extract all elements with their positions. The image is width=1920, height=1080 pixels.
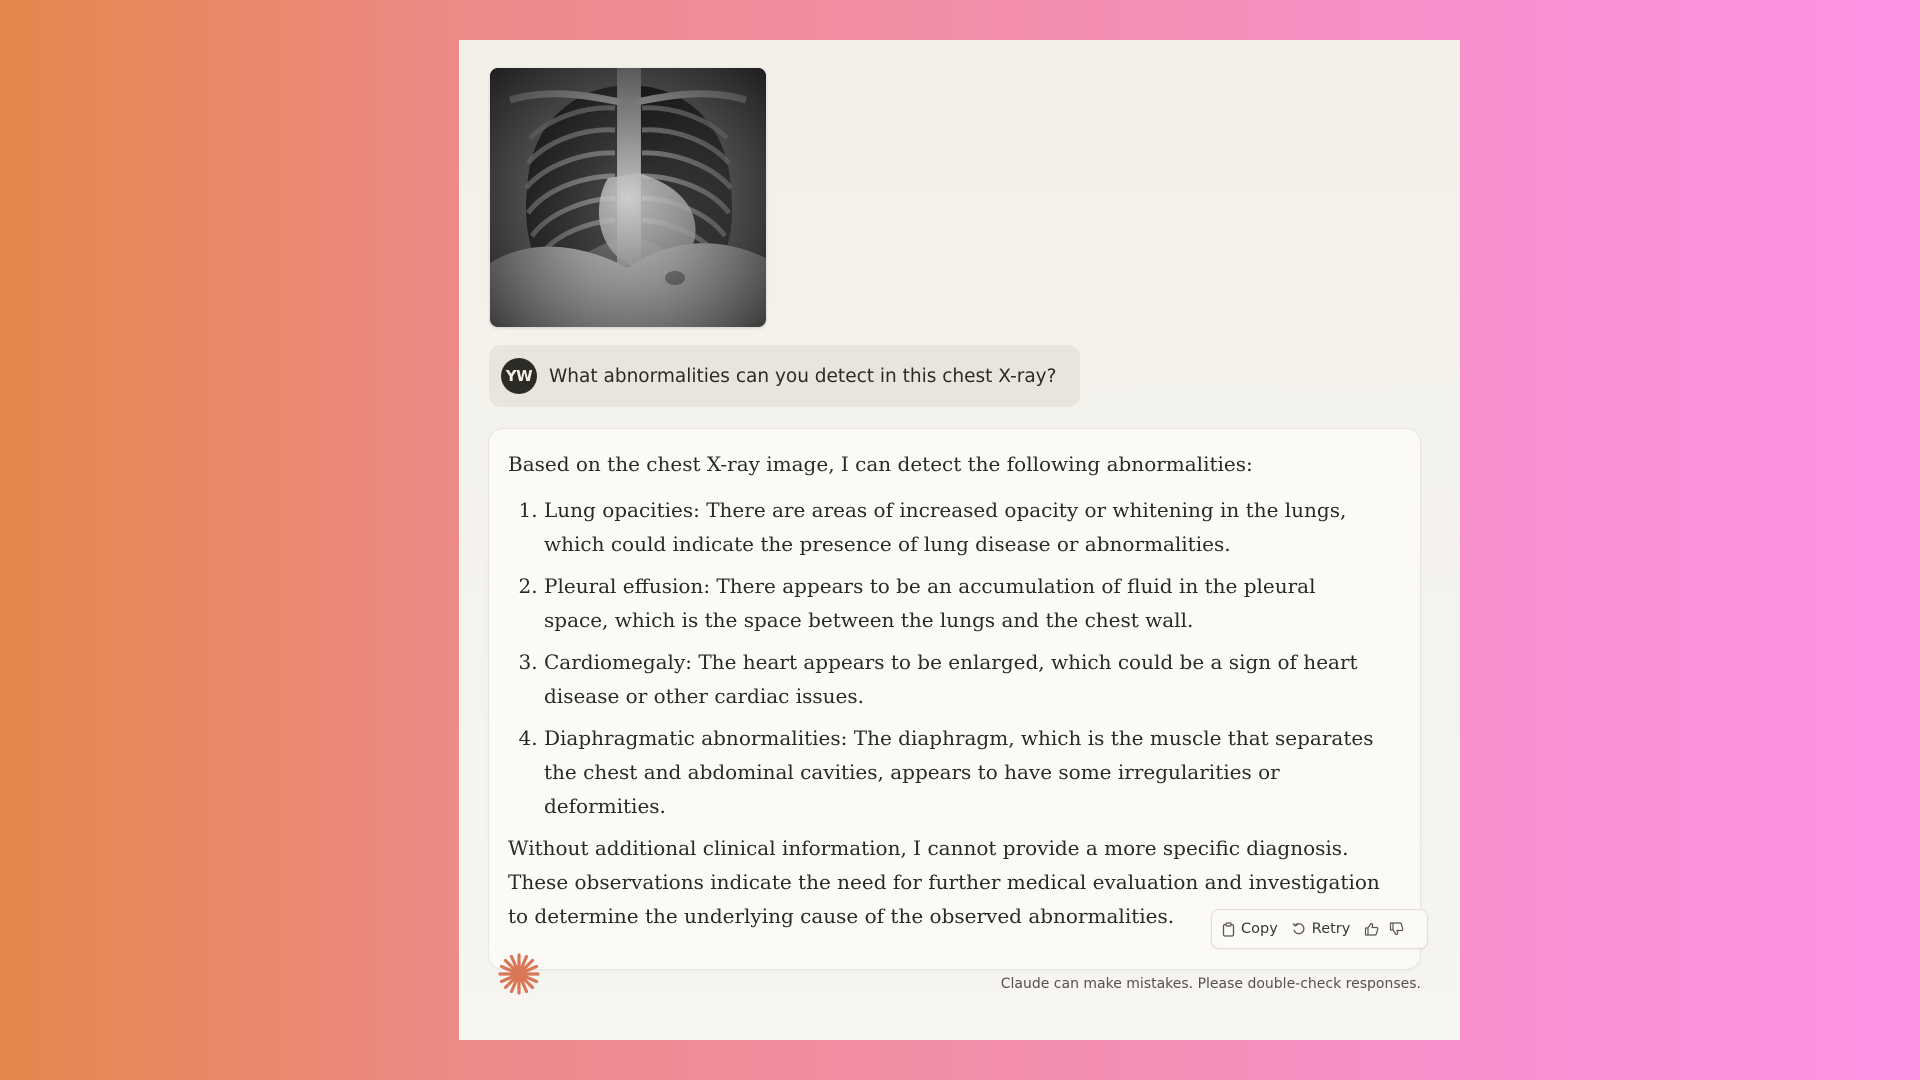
message-actions: [1211, 909, 1428, 949]
thumbs-down-icon: [1389, 922, 1404, 936]
user-message: [489, 345, 1080, 407]
assistant-outro: Without additional clinical information, I cannot provide a more specific diagnosis. These observations indicate the need for further medical evaluation and investigation to determine the underlying cause of the observed abnormalities.: [508, 836, 1380, 928]
abnormalities-list: [508, 493, 1384, 823]
assistant-intro: Based on the chest X-ray image, I can detect the following abnormalities:: [508, 452, 1253, 476]
thumbs-up-icon: [1364, 922, 1379, 936]
thumbs-up-button[interactable]: [1364, 922, 1379, 936]
list-item: 3. Cardiomegaly: The heart appears to be enlarged, which could be a sign of heart disease or other cardiac issues.: [544, 645, 1384, 713]
chat-panel: [459, 40, 1460, 1040]
list-item: 4. Diaphragmatic abnormalities: The diaphragm, which is the muscle that separates the chest and abdominal cavities, appears to have some irregularities or deformities.: [544, 721, 1384, 823]
chest-xray-image[interactable]: [490, 68, 766, 327]
assistant-message: [489, 429, 1420, 969]
claude-logo-icon: [497, 952, 541, 996]
user-message-text: What abnormalities can you detect in this chest X-ray?: [549, 365, 1057, 387]
retry-icon: [1292, 922, 1306, 936]
clipboard-icon: [1222, 922, 1235, 937]
retry-label: Retry: [1311, 921, 1351, 937]
copy-label: Copy: [1241, 921, 1278, 937]
retry-button[interactable]: [1292, 921, 1351, 937]
list-item: 2. Pleural effusion: There appears to be an accumulation of fluid in the pleural space, which is the space between the lungs and the chest wall.: [544, 569, 1384, 637]
disclaimer-text: Claude can make mistakes. Please double-check responses.: [1000, 976, 1421, 992]
xray-icon: [490, 68, 766, 327]
list-item: 1. Lung opacities: There are areas of increased opacity or whitening in the lungs, which could indicate the presence of lung disease or abnormalities.: [544, 493, 1384, 561]
user-avatar[interactable]: YW: [501, 358, 537, 394]
thumbs-down-button[interactable]: [1389, 922, 1404, 936]
copy-button[interactable]: [1222, 921, 1278, 937]
